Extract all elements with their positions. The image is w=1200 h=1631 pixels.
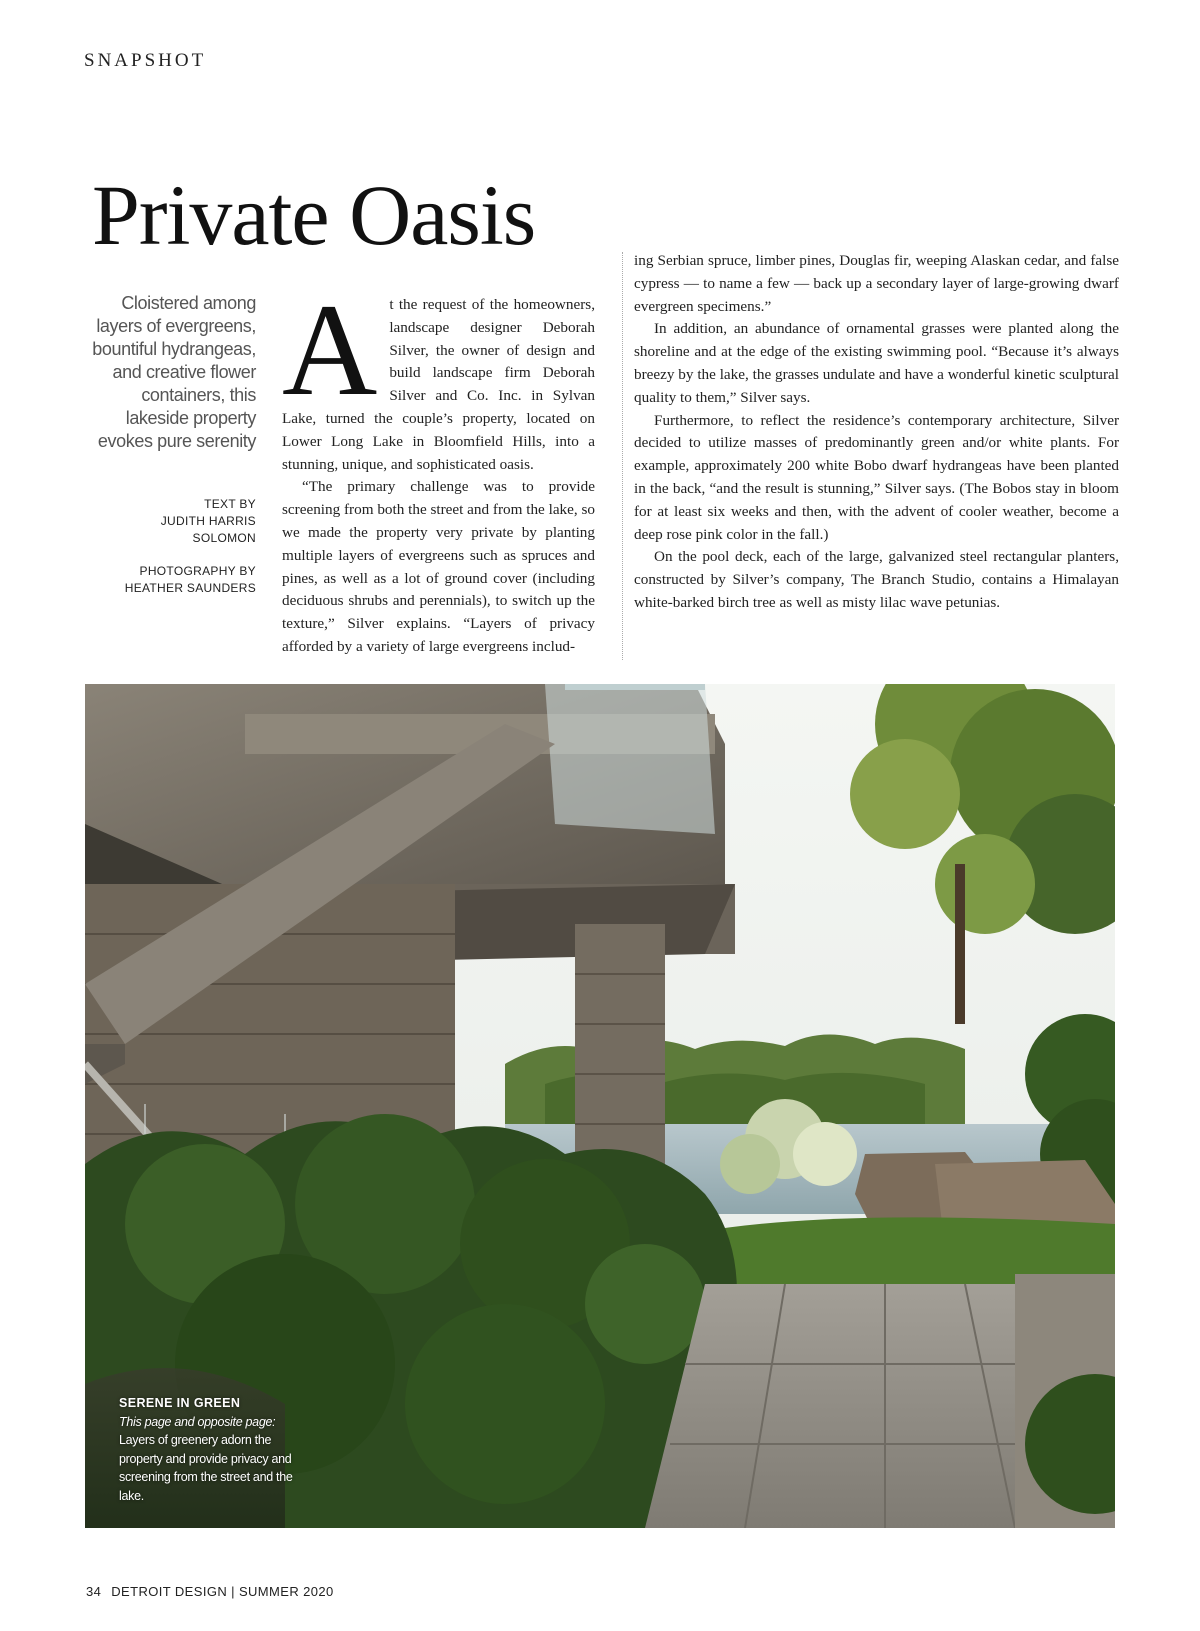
page-footer — [86, 1584, 334, 1599]
text-credit-label: TEXT BY — [204, 497, 256, 511]
article-column-1 — [282, 276, 595, 660]
article-column-2 — [634, 250, 1119, 615]
photo-credit-label: PHOTOGRAPHY BY — [139, 564, 256, 578]
article-paragraph: “The primary challenge was to provide screening from both the street and from the lake, so we made the property very private by planting multiple layers of evergreens such as spruces and pines, as well as a lot of ground cover (including deciduous shrubs and perennials), to switch up the texture,” Silver explains. “Layers of privacy afforded by a variety of large evergreens includ- — [282, 478, 595, 655]
caption-lead: This page and opposite page: — [119, 1414, 276, 1429]
photo-credit-name: HEATHER SAUNDERS — [124, 581, 256, 595]
article-paragraph: In addition, an abundance of ornamental grasses were planted along the shoreline and at the edge of the existing swimming pool. “Because it’s always breezy by the lake, the grasses undulate and have a wonderful kinetic sculptural quality to them,” Silver says. — [634, 320, 1119, 406]
text-credit — [84, 496, 256, 547]
page-number: 34 — [86, 1584, 102, 1599]
article-paragraph: t the request of the homeowners, landscape designer Deborah Silver, the owner of design and build landscape firm Deborah Silver and Co. Inc. in Sylvan Lake, turned the couple’s property, located on Lower Long Lake in Bloomfield Hills, into a stunning, unique, and sophisticated oasis. — [282, 296, 595, 473]
article-paragraph: Furthermore, to reflect the residence’s contemporary architecture, Silver decided to utilize masses of predominantly green and/or white plants. For example, approximately 200 white Bobo dwarf hydrangeas have been planted in the back, “and the result is stunning,” Silver says. (The Bobos stay in bloom for at least six weeks and then, with the advent of cooler weather, become a deep rose pink color in the fall.) — [634, 411, 1119, 543]
dek: Cloistered among layers of evergreens, bountiful hydrangeas, and creative flower containers, this lakeside property evokes pure serenity — [92, 293, 256, 451]
photo-caption — [119, 1394, 295, 1505]
photo-credit — [84, 563, 256, 597]
caption-heading: SERENE IN GREEN — [119, 1396, 241, 1410]
column-divider — [622, 252, 623, 660]
headline: Private Oasis — [92, 167, 536, 263]
feature-photo — [85, 684, 1115, 1528]
caption-body: Layers of greenery adorn the property and provide privacy and screening from the street and the lake. — [119, 1433, 293, 1503]
article-paragraph: On the pool deck, each of the large, galvanized steel rectangular planters, constructed by Silver’s company, The Branch Studio, contains a Himalayan white-barked birch tree as well as misty lilac wave petunias. — [634, 548, 1119, 611]
section-label: SNAPSHOT — [84, 50, 207, 71]
article-paragraph: ing Serbian spruce, limber pines, Douglas fir, weeping Alaskan cedar, and false cypress — to name a few — back up a secondary layer of large-growing dwarf evergreen specimens.” — [634, 252, 1119, 315]
publication-name: DETROIT DESIGN | SUMMER 2020 — [111, 1584, 334, 1599]
drop-cap: A — [282, 276, 378, 423]
text-credit-name-1: JUDITH HARRIS — [160, 514, 256, 528]
text-credit-name-2: SOLOMON — [192, 531, 256, 545]
